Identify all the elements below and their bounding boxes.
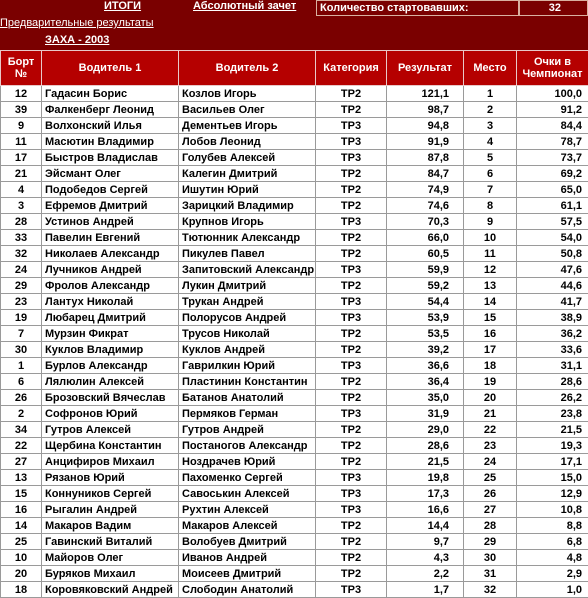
cell-category: ТР3 (316, 150, 387, 166)
cell-category: ТР2 (316, 454, 387, 470)
cell-bort: 15 (1, 486, 42, 502)
table-row (1, 134, 588, 150)
cell-points: 33,6 (517, 342, 588, 358)
cell-points: 2,9 (517, 566, 588, 582)
starters-label: Количество стартовавших: (316, 0, 519, 16)
cell-driver1: Ефремов Дмитрий (42, 198, 179, 214)
cell-driver2: Рухтин Алексей (179, 502, 316, 518)
cell-points: 47,6 (517, 262, 588, 278)
table-row (1, 278, 588, 294)
col-header-place: Место (464, 51, 517, 86)
cell-place: 27 (464, 502, 517, 518)
cell-driver2: Савоськин Алексей (179, 486, 316, 502)
cell-category: ТР2 (316, 86, 387, 102)
cell-place: 26 (464, 486, 517, 502)
cell-bort: 9 (1, 118, 42, 134)
cell-driver2: Дементьев Игорь (179, 118, 316, 134)
cell-points: 17,1 (517, 454, 588, 470)
cell-driver2: Пикулев Павел (179, 246, 316, 262)
cell-place: 12 (464, 262, 517, 278)
cell-result: 28,6 (387, 438, 464, 454)
cell-bort: 16 (1, 502, 42, 518)
cell-driver1: Фалкенберг Леонид (42, 102, 179, 118)
cell-driver1: Майоров Олег (42, 550, 179, 566)
cell-driver2: Трусов Николай (179, 326, 316, 342)
starters-count: 32 (519, 0, 588, 16)
cell-bort: 39 (1, 102, 42, 118)
cell-category: ТР2 (316, 342, 387, 358)
cell-bort: 7 (1, 326, 42, 342)
cell-driver1: Устинов Андрей (42, 214, 179, 230)
cell-bort: 3 (1, 198, 42, 214)
cell-place: 21 (464, 406, 517, 422)
cell-bort: 33 (1, 230, 42, 246)
cell-driver1: Софронов Юрий (42, 406, 179, 422)
cell-bort: 18 (1, 582, 42, 598)
cell-category: ТР3 (316, 262, 387, 278)
table-row (1, 198, 588, 214)
cell-result: 2,2 (387, 566, 464, 582)
cell-bort: 20 (1, 566, 42, 582)
cell-driver2: Пермяков Герман (179, 406, 316, 422)
cell-driver1: Рязанов Юрий (42, 470, 179, 486)
cell-category: ТР2 (316, 534, 387, 550)
table-header-row (1, 51, 588, 86)
cell-bort: 11 (1, 134, 42, 150)
cell-bort: 28 (1, 214, 42, 230)
table-row (1, 550, 588, 566)
cell-result: 121,1 (387, 86, 464, 102)
cell-driver1: Бурлов Александр (42, 358, 179, 374)
cell-driver2: Трукан Андрей (179, 294, 316, 310)
absolute-standings-link[interactable]: Абсолютный зачет (193, 0, 297, 12)
cell-place: 5 (464, 150, 517, 166)
cell-driver1: Лантух Николай (42, 294, 179, 310)
cell-driver2: Крупнов Игорь (179, 214, 316, 230)
cell-points: 8,8 (517, 518, 588, 534)
cell-category: ТР2 (316, 326, 387, 342)
cell-points: 73,7 (517, 150, 588, 166)
cell-points: 54,0 (517, 230, 588, 246)
cell-bort: 10 (1, 550, 42, 566)
cell-bort: 23 (1, 294, 42, 310)
cell-place: 18 (464, 358, 517, 374)
results-table (0, 50, 588, 598)
cell-driver2: Гаврилкин Юрий (179, 358, 316, 374)
cell-bort: 12 (1, 86, 42, 102)
table-row (1, 486, 588, 502)
cell-points: 4,8 (517, 550, 588, 566)
cell-result: 94,8 (387, 118, 464, 134)
cell-points: 6,8 (517, 534, 588, 550)
cell-driver1: Анцифиров Михаил (42, 454, 179, 470)
col-header-result: Результат (387, 51, 464, 86)
cell-category: ТР2 (316, 422, 387, 438)
cell-driver1: Лучников Андрей (42, 262, 179, 278)
table-row (1, 502, 588, 518)
table-row (1, 534, 588, 550)
cell-result: 29,0 (387, 422, 464, 438)
table-row (1, 182, 588, 198)
cell-category: ТР3 (316, 486, 387, 502)
cell-category: ТР2 (316, 166, 387, 182)
cell-place: 30 (464, 550, 517, 566)
cell-points: 69,2 (517, 166, 588, 182)
cell-driver1: Эйсмант Олег (42, 166, 179, 182)
cell-category: ТР2 (316, 278, 387, 294)
table-row (1, 390, 588, 406)
table-row (1, 406, 588, 422)
cell-driver2: Слободин Анатолий (179, 582, 316, 598)
cell-points: 15,0 (517, 470, 588, 486)
cell-driver1: Николаев Александр (42, 246, 179, 262)
cell-points: 50,8 (517, 246, 588, 262)
cell-result: 16,6 (387, 502, 464, 518)
cell-result: 60,5 (387, 246, 464, 262)
col-header-bort: Борт № (1, 51, 42, 86)
table-row (1, 86, 588, 102)
cell-place: 29 (464, 534, 517, 550)
cell-driver2: Калегин Дмитрий (179, 166, 316, 182)
cell-bort: 24 (1, 262, 42, 278)
cell-category: ТР2 (316, 438, 387, 454)
cell-place: 14 (464, 294, 517, 310)
cell-place: 10 (464, 230, 517, 246)
cell-driver1: Волхонский Илья (42, 118, 179, 134)
table-row (1, 454, 588, 470)
cell-points: 19,3 (517, 438, 588, 454)
table-row (1, 342, 588, 358)
table-row (1, 358, 588, 374)
cell-points: 36,2 (517, 326, 588, 342)
cell-points: 57,5 (517, 214, 588, 230)
cell-driver1: Щербина Константин (42, 438, 179, 454)
cell-category: ТР3 (316, 358, 387, 374)
cell-result: 4,3 (387, 550, 464, 566)
preliminary-results-link[interactable]: Предварительные результаты (0, 17, 154, 29)
cell-bort: 30 (1, 342, 42, 358)
cell-category: ТР2 (316, 102, 387, 118)
cell-driver2: Ишутин Юрий (179, 182, 316, 198)
cell-driver1: Гутров Алексей (42, 422, 179, 438)
cell-driver1: Гадасин Борис (42, 86, 179, 102)
results-link[interactable]: ИТОГИ (104, 0, 142, 12)
cell-bort: 17 (1, 150, 42, 166)
cell-result: 87,8 (387, 150, 464, 166)
cell-category: ТР3 (316, 294, 387, 310)
cell-place: 17 (464, 342, 517, 358)
cell-category: ТР3 (316, 214, 387, 230)
cell-result: 21,5 (387, 454, 464, 470)
cell-points: 61,1 (517, 198, 588, 214)
cell-category: ТР2 (316, 566, 387, 582)
cell-bort: 21 (1, 166, 42, 182)
cell-driver1: Лялюлин Алексей (42, 374, 179, 390)
cell-driver1: Брозовский Вячеслав (42, 390, 179, 406)
cell-result: 35,0 (387, 390, 464, 406)
cell-category: ТР3 (316, 134, 387, 150)
cell-place: 16 (464, 326, 517, 342)
table-row (1, 246, 588, 262)
cell-category: ТР3 (316, 470, 387, 486)
table-row (1, 310, 588, 326)
cell-driver2: Пахоменко Сергей (179, 470, 316, 486)
cell-driver1: Масютин Владимир (42, 134, 179, 150)
table-row (1, 438, 588, 454)
cell-result: 98,7 (387, 102, 464, 118)
cell-category: ТР2 (316, 374, 387, 390)
cell-result: 39,2 (387, 342, 464, 358)
cell-place: 28 (464, 518, 517, 534)
cell-category: ТР3 (316, 406, 387, 422)
table-row (1, 118, 588, 134)
cell-place: 3 (464, 118, 517, 134)
cell-driver2: Тютюнник Александр (179, 230, 316, 246)
cell-place: 23 (464, 438, 517, 454)
table-row (1, 230, 588, 246)
cell-driver2: Козлов Игорь (179, 86, 316, 102)
table-row (1, 166, 588, 182)
cell-bort: 22 (1, 438, 42, 454)
cell-bort: 1 (1, 358, 42, 374)
cell-driver2: Васильев Олег (179, 102, 316, 118)
cell-driver1: Рыгалин Андрей (42, 502, 179, 518)
table-row (1, 470, 588, 486)
cell-driver2: Постаногов Александр (179, 438, 316, 454)
cell-result: 36,6 (387, 358, 464, 374)
cell-bort: 13 (1, 470, 42, 486)
cell-bort: 19 (1, 310, 42, 326)
cell-driver1: Мурзин Фикрат (42, 326, 179, 342)
cell-place: 20 (464, 390, 517, 406)
cell-driver2: Лобов Леонид (179, 134, 316, 150)
cell-result: 54,4 (387, 294, 464, 310)
cell-bort: 25 (1, 534, 42, 550)
cell-result: 14,4 (387, 518, 464, 534)
cell-bort: 27 (1, 454, 42, 470)
cell-place: 13 (464, 278, 517, 294)
table-row (1, 422, 588, 438)
cell-category: ТР3 (316, 502, 387, 518)
table-row (1, 582, 588, 598)
cell-points: 38,9 (517, 310, 588, 326)
cell-place: 8 (464, 198, 517, 214)
cell-driver2: Ноздрачев Юрий (179, 454, 316, 470)
cell-place: 31 (464, 566, 517, 582)
cell-driver1: Быстров Владислав (42, 150, 179, 166)
cell-driver1: Павелин Евгений (42, 230, 179, 246)
col-header-category: Категория (316, 51, 387, 86)
table-row (1, 566, 588, 582)
cell-driver2: Иванов Андрей (179, 550, 316, 566)
cell-category: ТР3 (316, 582, 387, 598)
cell-category: ТР2 (316, 246, 387, 262)
cell-driver2: Лукин Дмитрий (179, 278, 316, 294)
cell-driver1: Подобедов Сергей (42, 182, 179, 198)
cell-points: 10,8 (517, 502, 588, 518)
cell-driver1: Любарец Дмитрий (42, 310, 179, 326)
cell-result: 70,3 (387, 214, 464, 230)
cell-driver1: Фролов Александр (42, 278, 179, 294)
cell-place: 6 (464, 166, 517, 182)
cell-category: ТР2 (316, 182, 387, 198)
cell-driver1: Макаров Вадим (42, 518, 179, 534)
cell-place: 24 (464, 454, 517, 470)
cell-driver2: Полорусов Андрей (179, 310, 316, 326)
cell-result: 66,0 (387, 230, 464, 246)
cell-place: 4 (464, 134, 517, 150)
cell-driver2: Батанов Анатолий (179, 390, 316, 406)
cell-driver1: Коровяковский Андрей (42, 582, 179, 598)
cell-bort: 26 (1, 390, 42, 406)
cell-bort: 32 (1, 246, 42, 262)
cell-result: 1,7 (387, 582, 464, 598)
cell-result: 74,6 (387, 198, 464, 214)
table-row (1, 294, 588, 310)
cell-points: 44,6 (517, 278, 588, 294)
cell-bort: 2 (1, 406, 42, 422)
cell-category: ТР2 (316, 518, 387, 534)
cell-driver2: Запитовский Александр (179, 262, 316, 278)
cell-points: 1,0 (517, 582, 588, 598)
cell-category: ТР3 (316, 118, 387, 134)
cell-result: 59,2 (387, 278, 464, 294)
col-header-points: Очки в Чемпионат (517, 51, 588, 86)
cell-place: 11 (464, 246, 517, 262)
cell-result: 9,7 (387, 534, 464, 550)
cell-bort: 4 (1, 182, 42, 198)
cell-place: 19 (464, 374, 517, 390)
cell-driver2: Куклов Андрей (179, 342, 316, 358)
cell-driver2: Моисеев Дмитрий (179, 566, 316, 582)
col-header-driver1: Водитель 1 (42, 51, 179, 86)
cell-points: 78,7 (517, 134, 588, 150)
event-title: ЗАХА - 2003 (45, 34, 110, 46)
cell-driver1: Куклов Владимир (42, 342, 179, 358)
cell-driver2: Зарицкий Владимир (179, 198, 316, 214)
cell-result: 53,5 (387, 326, 464, 342)
cell-result: 31,9 (387, 406, 464, 422)
cell-points: 23,8 (517, 406, 588, 422)
cell-result: 19,8 (387, 470, 464, 486)
cell-driver1: Коннуников Сергей (42, 486, 179, 502)
cell-points: 12,9 (517, 486, 588, 502)
cell-category: ТР2 (316, 550, 387, 566)
cell-place: 2 (464, 102, 517, 118)
cell-driver2: Волобуев Дмитрий (179, 534, 316, 550)
cell-result: 91,9 (387, 134, 464, 150)
cell-bort: 6 (1, 374, 42, 390)
cell-bort: 34 (1, 422, 42, 438)
cell-points: 26,2 (517, 390, 588, 406)
cell-points: 100,0 (517, 86, 588, 102)
cell-points: 91,2 (517, 102, 588, 118)
page-header (0, 0, 588, 52)
cell-points: 65,0 (517, 182, 588, 198)
cell-driver1: Гавинский Виталий (42, 534, 179, 550)
cell-place: 25 (464, 470, 517, 486)
cell-place: 22 (464, 422, 517, 438)
cell-points: 21,5 (517, 422, 588, 438)
cell-place: 15 (464, 310, 517, 326)
cell-result: 17,3 (387, 486, 464, 502)
cell-result: 36,4 (387, 374, 464, 390)
table-row (1, 326, 588, 342)
cell-result: 84,7 (387, 166, 464, 182)
cell-place: 1 (464, 86, 517, 102)
cell-category: ТР2 (316, 230, 387, 246)
cell-place: 9 (464, 214, 517, 230)
table-row (1, 214, 588, 230)
cell-category: ТР3 (316, 310, 387, 326)
cell-points: 41,7 (517, 294, 588, 310)
col-header-driver2: Водитель 2 (179, 51, 316, 86)
cell-place: 32 (464, 582, 517, 598)
cell-bort: 14 (1, 518, 42, 534)
cell-category: ТР2 (316, 390, 387, 406)
table-row (1, 518, 588, 534)
cell-driver1: Буряков Михаил (42, 566, 179, 582)
cell-points: 28,6 (517, 374, 588, 390)
cell-points: 84,4 (517, 118, 588, 134)
table-row (1, 262, 588, 278)
cell-bort: 29 (1, 278, 42, 294)
cell-place: 7 (464, 182, 517, 198)
table-body (1, 86, 588, 598)
cell-result: 74,9 (387, 182, 464, 198)
cell-driver2: Пластинин Константин (179, 374, 316, 390)
table-row (1, 102, 588, 118)
table-row (1, 150, 588, 166)
cell-result: 53,9 (387, 310, 464, 326)
table-row (1, 374, 588, 390)
cell-driver2: Голубев Алексей (179, 150, 316, 166)
cell-driver2: Гутров Андрей (179, 422, 316, 438)
cell-category: ТР2 (316, 198, 387, 214)
cell-driver2: Макаров Алексей (179, 518, 316, 534)
cell-result: 59,9 (387, 262, 464, 278)
cell-points: 31,1 (517, 358, 588, 374)
